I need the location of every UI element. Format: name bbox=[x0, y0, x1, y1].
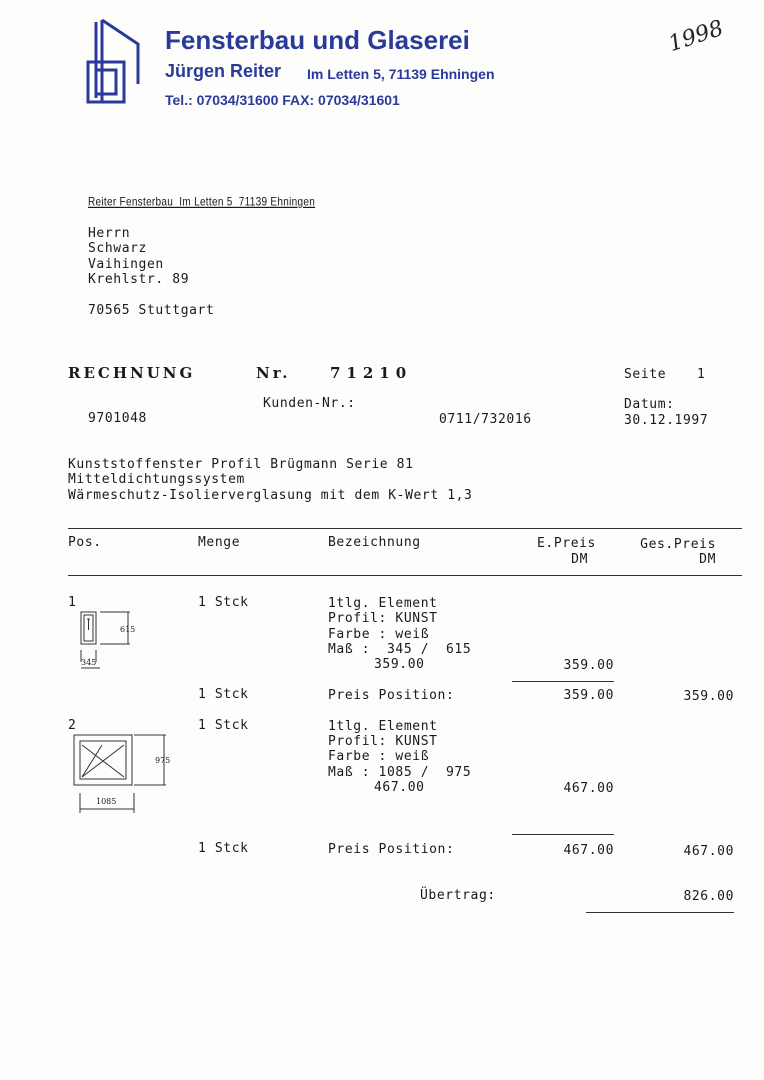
item-desc-3: Farbe : weiß bbox=[328, 749, 430, 764]
carry-over-label: Übertrag: bbox=[420, 888, 496, 903]
sketch-height-1: 615 bbox=[120, 625, 136, 634]
customer-number-label: Kunden-Nr.: bbox=[263, 396, 356, 411]
header-gespreis: Ges.Preis bbox=[640, 537, 716, 552]
item-menge: 1 Stck bbox=[198, 595, 249, 610]
header-bezeichnung: Bezeichnung bbox=[328, 535, 421, 550]
header-pos: Pos. bbox=[68, 535, 102, 550]
item-sum-epreis: 359.00 bbox=[563, 688, 614, 703]
carry-over-rule bbox=[586, 912, 734, 913]
sender-line: Reiter Fensterbau Im Letten 5 71139 Ehningen bbox=[88, 196, 316, 210]
item-price-line: 467.00 bbox=[374, 780, 425, 795]
company-logo bbox=[82, 14, 154, 106]
item-price-line: 359.00 bbox=[374, 657, 425, 672]
date-label: Datum: bbox=[624, 397, 675, 412]
header-menge: Menge bbox=[198, 535, 241, 550]
recipient-city: 70565 Stuttgart bbox=[88, 303, 215, 318]
handwritten-note: 1998 bbox=[665, 15, 727, 58]
customer-number: 9701048 bbox=[88, 411, 147, 426]
item-sum-rule bbox=[512, 681, 614, 682]
recipient-district: Vaihingen bbox=[88, 257, 164, 272]
item-sum-label: Preis Position: bbox=[328, 842, 455, 857]
invoice-nr-label: Nr. bbox=[256, 364, 291, 382]
item-desc-1: 1tlg. Element bbox=[328, 596, 438, 611]
item-pos: 2 bbox=[68, 718, 77, 733]
header-epreis-unit: DM bbox=[571, 552, 588, 567]
item-desc-4: Maß : 1085 / 975 bbox=[328, 765, 472, 780]
sketch-width-2: 1085 bbox=[96, 797, 117, 806]
recipient-name: Schwarz bbox=[88, 241, 147, 256]
item-sum-label: Preis Position: bbox=[328, 688, 455, 703]
item-sum-menge: 1 Stck bbox=[198, 687, 249, 702]
item-menge: 1 Stck bbox=[198, 718, 249, 733]
recipient-salutation: Herrn bbox=[88, 226, 131, 241]
table-top-rule bbox=[68, 528, 742, 529]
item-pos: 1 bbox=[68, 595, 77, 610]
description-line-3: Wärmeschutz-Isolierverglasung mit dem K-Wert 1,3 bbox=[68, 488, 473, 503]
sketch-height-2: 975 bbox=[155, 756, 171, 765]
item-desc-1: 1tlg. Element bbox=[328, 719, 438, 734]
item-desc-2: Profil: KUNST bbox=[328, 611, 438, 626]
header-epreis: E.Preis bbox=[537, 536, 596, 551]
header-gespreis-unit: DM bbox=[699, 552, 716, 567]
table-header-rule bbox=[68, 575, 742, 576]
company-contact: Tel.: 07034/31600 FAX: 07034/31601 bbox=[165, 92, 400, 108]
recipient-street: Krehlstr. 89 bbox=[88, 272, 190, 287]
carry-over-value: 826.00 bbox=[683, 889, 734, 904]
item-epreis: 467.00 bbox=[563, 781, 614, 796]
company-address: Im Letten 5, 71139 Ehningen bbox=[307, 66, 495, 82]
invoice-date: 30.12.1997 bbox=[624, 413, 709, 428]
window-sketch-2 bbox=[72, 733, 172, 817]
owner-name: Jürgen Reiter bbox=[165, 61, 282, 81]
invoice-title: RECHNUNG bbox=[68, 364, 196, 382]
invoice-number: 71210 bbox=[330, 364, 413, 382]
item-sum-menge: 1 Stck bbox=[198, 841, 249, 856]
item-sum-gespreis: 467.00 bbox=[683, 844, 734, 859]
item-sum-gespreis: 359.00 bbox=[683, 689, 734, 704]
item-epreis: 359.00 bbox=[563, 658, 614, 673]
description-line-2: Mitteldichtungssystem bbox=[68, 472, 245, 487]
customer-phone: 0711/732016 bbox=[439, 412, 532, 427]
item-desc-2: Profil: KUNST bbox=[328, 734, 438, 749]
item-desc-4: Maß : 345 / 615 bbox=[328, 642, 472, 657]
item-sum-rule bbox=[512, 834, 614, 835]
sketch-width-1: 345 bbox=[81, 658, 97, 667]
page-number: 1 bbox=[697, 367, 706, 382]
item-desc-3: Farbe : weiß bbox=[328, 627, 430, 642]
company-name: Fensterbau und Glaserei bbox=[165, 25, 470, 55]
description-line-1: Kunststoffenster Profil Brügmann Serie 81 bbox=[68, 457, 414, 472]
item-sum-epreis: 467.00 bbox=[563, 843, 614, 858]
page-label: Seite bbox=[624, 367, 667, 382]
